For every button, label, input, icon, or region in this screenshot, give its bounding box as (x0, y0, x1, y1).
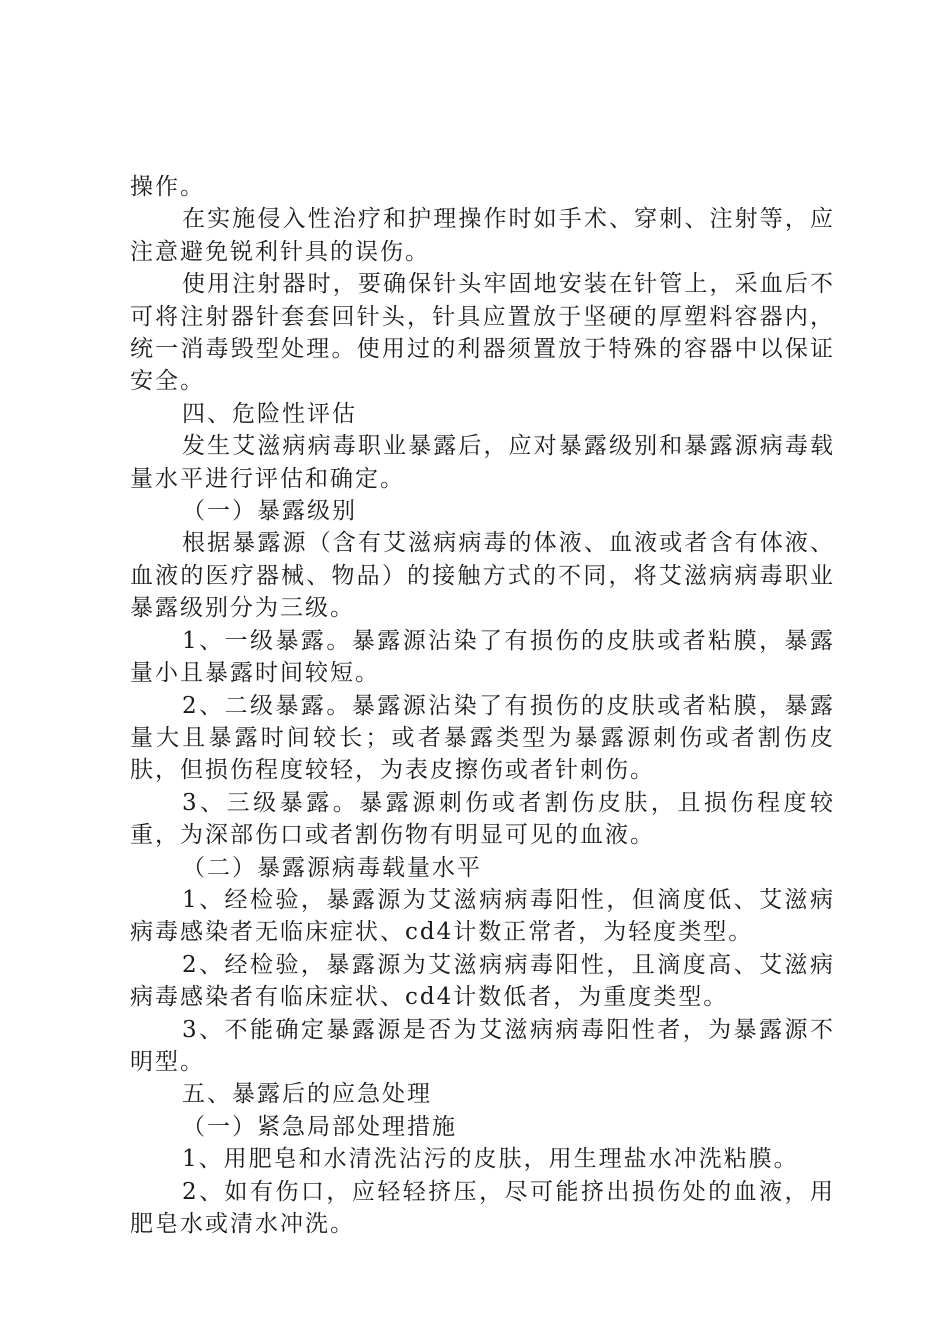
list-item: 1、一级暴露。暴露源沾染了有损伤的皮肤或者粘膜，暴露量小且暴露时间较短。 (130, 627, 835, 687)
section-heading: 五、暴露后的应急处理 (182, 1081, 432, 1108)
list-item: 1、用肥皂和水清洗沾污的皮肤，用生理盐水冲洗粘膜。 (182, 1146, 799, 1173)
list-item: 1、经检验，暴露源为艾滋病病毒阳性，但滴度低、艾滋病病毒感染者无临床症状、cd4计数正常者，为轻度类型。 (130, 886, 835, 946)
document-body (130, 171, 835, 1240)
list-item: 2、如有伤口，应轻轻挤压，尽可能挤出损伤处的血液，用肥皂水或清水冲洗。 (130, 1178, 835, 1237)
subsection-heading: （二）暴露源病毒载量水平 (182, 854, 482, 881)
paragraph: 发生艾滋病病毒职业暴露后，应对暴露级别和暴露源病毒载量水平进行评估和确定。 (130, 433, 835, 492)
paragraph: 在实施侵入性治疗和护理操作时如手术、穿刺、注射等，应注意避免锐利针具的误伤。 (130, 206, 835, 265)
list-item: 2、二级暴露。暴露源沾染了有损伤的皮肤或者粘膜，暴露量大且暴露时间较长；或者暴露类型为暴露源刺伤或者割伤皮肤，但损伤程度较轻，为表皮擦伤或者针刺伤。 (130, 692, 835, 784)
subsection-heading: （一）紧急局部处理措施 (182, 1113, 457, 1140)
section-heading: 四、危险性评估 (182, 400, 357, 427)
subsection-heading: （一）暴露级别 (182, 498, 357, 525)
paragraph: 使用注射器时，要确保针头牢固地安装在针管上，采血后不可将注射器针套套回针头，针具应置放于坚硬的厚塑料容器内，统一消毒毁型处理。使用过的利器须置放于特殊的容器中以保证安全。 (130, 271, 835, 395)
list-item: 3、三级暴露。暴露源刺伤或者割伤皮肤，且损伤程度较重，为深部伤口或者割伤物有明显可见的血液。 (130, 789, 835, 849)
list-item: 3、不能确定暴露源是否为艾滋病病毒阳性者，为暴露源不明型。 (130, 1016, 835, 1075)
paragraph: 操作。 (130, 174, 205, 200)
paragraph: 根据暴露源（含有艾滋病病毒的体液、血液或者含有体液、血液的医疗器械、物品）的接触方式的不同，将艾滋病病毒职业暴露级别分为三级。 (130, 530, 835, 622)
list-item: 2、经检验，暴露源为艾滋病病毒阳性，且滴度高、艾滋病病毒感染者有临床症状、cd4计数低者，为重度类型。 (130, 951, 835, 1011)
